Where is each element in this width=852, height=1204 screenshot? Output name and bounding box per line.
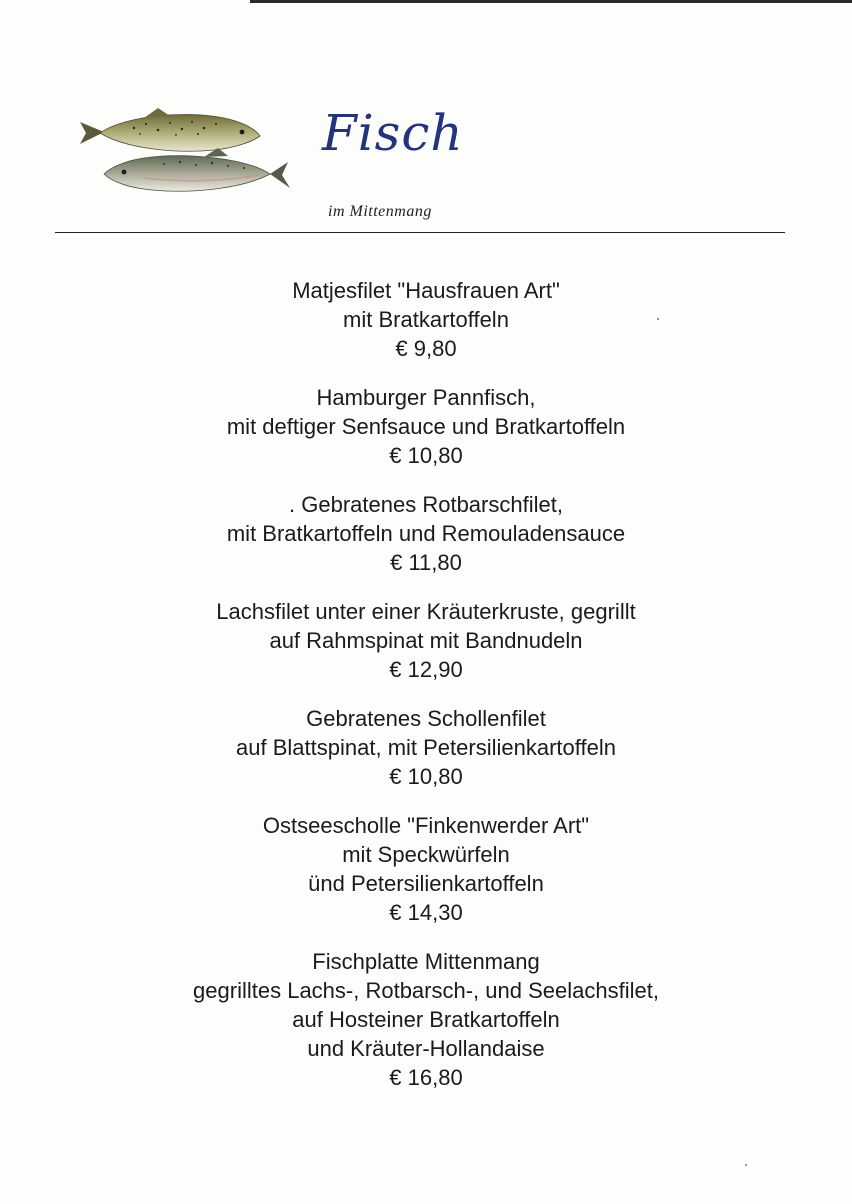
dish-price: € 12,90 <box>389 657 463 682</box>
dish-price: € 11,80 <box>390 550 462 575</box>
fish-illustration <box>74 104 296 200</box>
menu-list <box>0 276 852 1112</box>
dish-description: mit deftiger Senfsauce und Bratkartoffeln <box>226 414 626 439</box>
restaurant-subtitle: im Mittenmang <box>328 203 432 220</box>
dish-description: auf Blattspinat, mit Petersilienkartoffeln <box>236 735 616 760</box>
menu-item <box>0 811 852 927</box>
dish-name: Ostseescholle "Finkenwerder Art" <box>262 813 590 838</box>
dish-name: Lachsfilet unter einer Kräuterkruste, gegrillt <box>216 599 636 624</box>
trout-fish-icon <box>80 108 260 151</box>
dish-description: mit Bratkartoffeln und Remouladensauce <box>226 521 626 546</box>
dish-description: gegrilltes Lachs-, Rotbarsch-, und Seelachsfilet, <box>193 978 659 1003</box>
header-divider <box>55 232 785 233</box>
dish-price: € 16,80 <box>389 1065 463 1090</box>
dish-price: € 9,80 <box>395 336 457 361</box>
dish-description: auf Rahmspinat mit Bandnudeln <box>269 628 583 653</box>
dish-name: Matjesfilet "Hausfrauen Art" <box>292 278 560 303</box>
menu-item <box>0 383 852 470</box>
menu-header <box>0 0 852 240</box>
paper-speck <box>657 318 659 320</box>
dish-price: € 10,80 <box>389 764 463 789</box>
salmon-fish-icon <box>104 148 290 191</box>
dish-name: . Gebratenes Rotbarschfilet, <box>289 492 563 517</box>
dish-description: ünd Petersilienkartoffeln <box>308 871 544 896</box>
dish-name: Fischplatte Mittenmang <box>312 949 540 974</box>
menu-item <box>0 704 852 791</box>
dish-description: mit Speckwürfeln <box>342 842 510 867</box>
menu-item <box>0 276 852 363</box>
dish-price: € 10,80 <box>389 443 463 468</box>
dish-price: € 14,30 <box>389 900 463 925</box>
dish-description: auf Hosteiner Bratkartoffeln <box>292 1007 560 1032</box>
paper-speck <box>745 1164 747 1166</box>
dish-description: mit Bratkartoffeln <box>343 307 509 332</box>
menu-item <box>0 490 852 577</box>
dish-name: Gebratenes Schollenfilet <box>306 706 546 731</box>
dish-name: Hamburger Pannfisch, <box>316 385 536 410</box>
dish-description: und Kräuter-Hollandaise <box>307 1036 545 1061</box>
menu-item <box>0 597 852 684</box>
page-title: Fisch <box>322 104 464 162</box>
menu-item <box>0 947 852 1092</box>
